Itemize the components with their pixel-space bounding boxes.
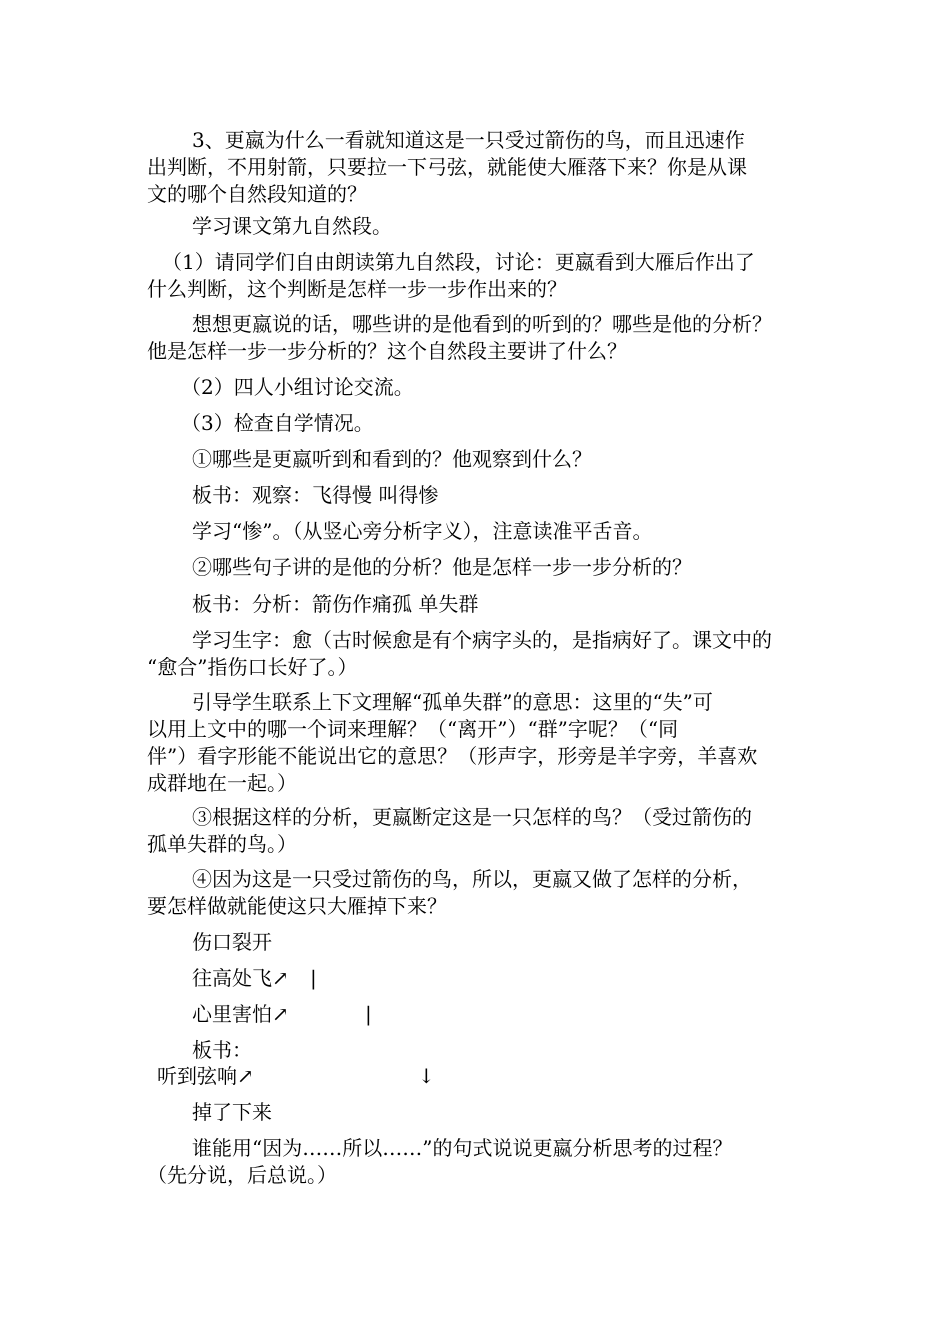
paragraph-line: 板书：观察：飞得慢 叫得惨 — [192, 483, 439, 507]
paragraph-line: 孤单失群的鸟。） — [147, 832, 297, 856]
paragraph-line: （2）四人小组讨论交流。 — [181, 375, 414, 399]
paragraph-line: 以用上文中的哪一个词来理解？（“离开”）“群”字呢？（“同 — [147, 717, 679, 741]
paragraph-line: 想想更嬴说的话，哪些讲的是他看到的听到的？哪些是他的分析？ — [192, 312, 772, 336]
paragraph-line: （1）请同学们自由朗读第九自然段，讨论：更嬴看到大雁后作出了 — [162, 250, 755, 274]
paragraph-line: 引导学生联系上下文理解“孤单失群”的意思：这里的“失”可 — [192, 690, 713, 714]
paragraph-line: 出判断，不用射箭，只要拉一下弓弦，就能使大雁落下来？你是从课 — [147, 155, 747, 179]
diagram-vertical-mark: | — [310, 966, 317, 990]
paragraph-line: 伴”）看字形能不能说出它的意思？（形声字，形旁是羊字旁，羊喜欢 — [147, 744, 758, 768]
paragraph-line: 什么判断，这个判断是怎样一步一步作出来的？ — [147, 277, 567, 301]
down-arrow-icon: ↓ — [418, 1064, 435, 1088]
paragraph-line: ①哪些是更嬴听到和看到的？他观察到什么？ — [192, 447, 592, 471]
paragraph-line: 谁能用“因为……所以……”的句式说说更嬴分析思考的过程？ — [192, 1136, 733, 1160]
paragraph-line: （先分说，后总说。） — [147, 1163, 337, 1187]
paragraph-line: 学习“惨”。（从竖心旁分析字义），注意读准平舌音。 — [192, 519, 653, 543]
paragraph-line: 成群地在一起。） — [147, 771, 297, 795]
paragraph-line: 学习课文第九自然段。 — [192, 214, 392, 238]
paragraph-line: 文的哪个自然段知道的？ — [147, 182, 367, 206]
paragraph-line: ③根据这样的分析，更嬴断定这是一只怎样的鸟？（受过箭伤的 — [192, 805, 752, 829]
diagram-item: 听到弦响↗ — [157, 1064, 254, 1088]
diagram-vertical-mark: | — [365, 1002, 372, 1026]
paragraph-line: （3）检查自学情况。 — [181, 411, 374, 435]
diagram-item: 伤口裂开 — [192, 930, 272, 954]
paragraph-line: 3、更嬴为什么一看就知道这是一只受过箭伤的鸟，而且迅速作 — [192, 128, 745, 152]
diagram-item: 心里害怕↗ — [192, 1002, 289, 1026]
paragraph-line: 板书：分析：箭伤作痛孤 单失群 — [192, 592, 479, 616]
paragraph-line: 学习生字：愈（古时候愈是有个病字头的，是指病好了。课文中的 — [192, 628, 772, 652]
paragraph-line: “愈合”指伤口长好了。） — [147, 655, 358, 679]
paragraph-line: 要怎样做就能使这只大雁掉下来？ — [147, 894, 447, 918]
paragraph-line: 他是怎样一步一步分析的？这个自然段主要讲了什么？ — [147, 339, 627, 363]
paragraph-line: ④因为这是一只受过箭伤的鸟，所以，更嬴又做了怎样的分析， — [192, 867, 752, 891]
paragraph-line: ②哪些句子讲的是他的分析？他是怎样一步一步分析的？ — [192, 555, 692, 579]
diagram-item: 往高处飞↗ — [192, 966, 289, 990]
diagram-label: 板书： — [192, 1038, 252, 1062]
diagram-item: 掉了下来 — [192, 1100, 272, 1124]
